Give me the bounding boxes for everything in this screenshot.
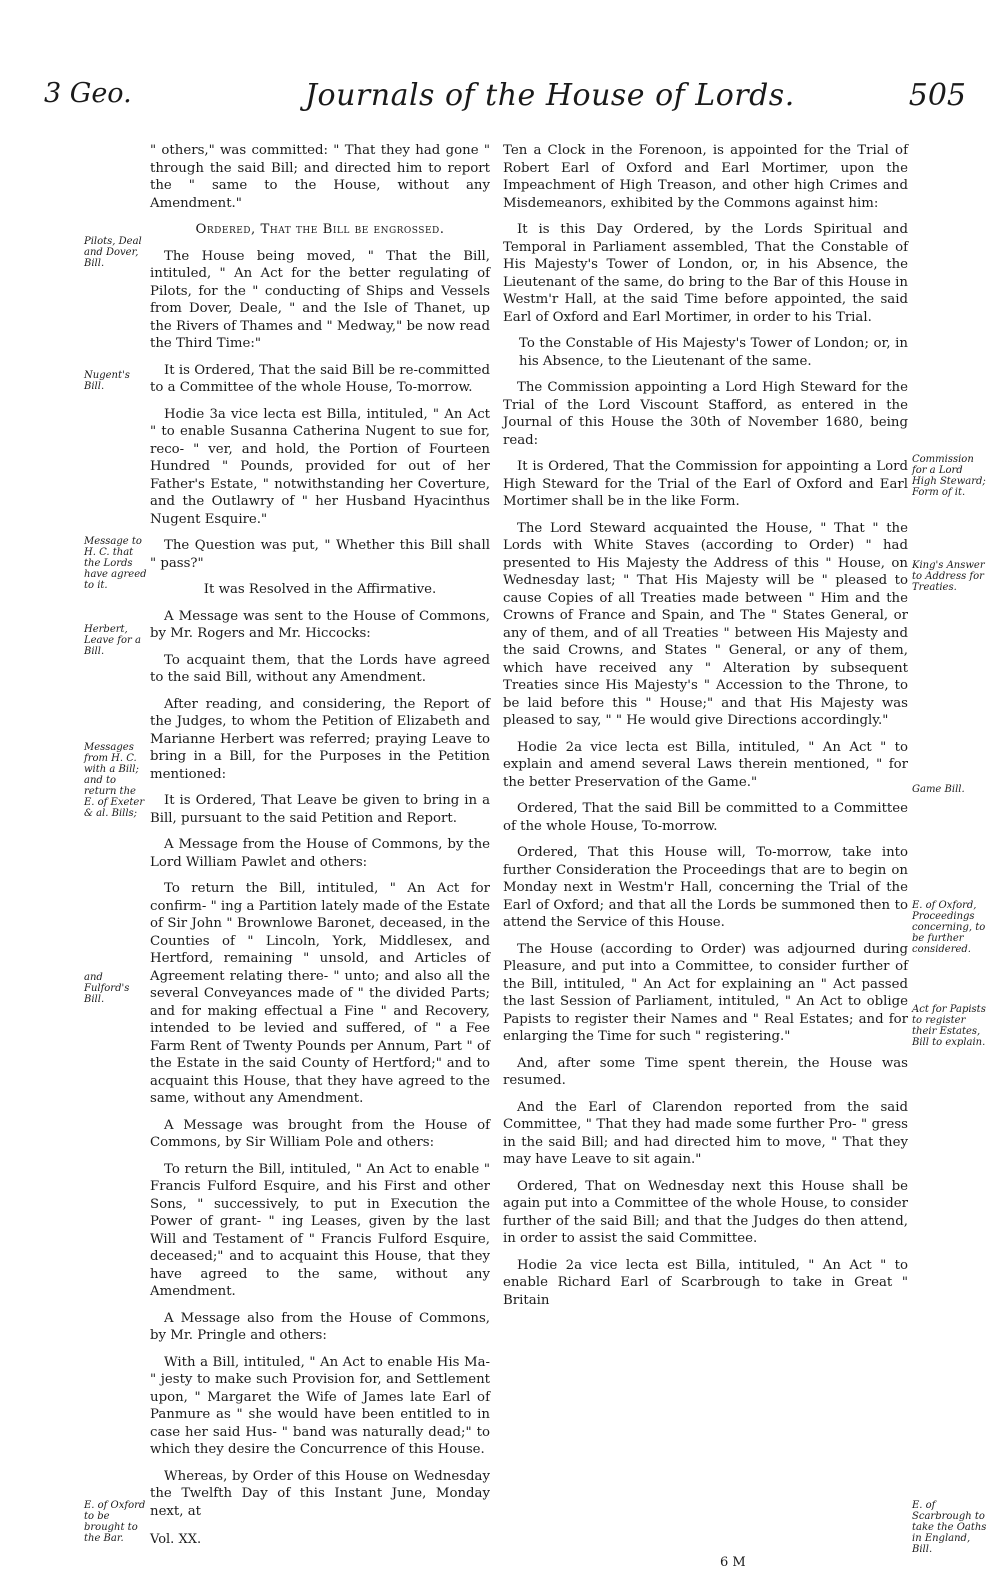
margin-note-message-commons: Message to H. C. that the Lords have agreed to it. [84,536,147,591]
margin-note-papists: Act for Papists to register their Estates, Bill to explain. [912,1004,986,1048]
paragraph: A Message was sent to the House of Commons, by Mr. Rogers and Mr. Hiccocks: [150,608,490,641]
paragraph: The Commission appointing a Lord High Steward for the Trial of the Lord Viscount Stafford, as entered in the Journal of this House the 30th of November 1680, being read: [503,380,908,448]
paragraph: It is Ordered, That the Commission for appointing a Lord High Steward for the Trial of the Earl of Oxford and Earl Mortimer shall be in the like Form. [503,459,908,509]
paragraph: The House being moved, " That the Bill, intituled, " An Act for the better regulating of Pilots, for the " conducting of Ships and Vessels from Dover, Deale, " and the Isle of Thanet, up the Rivers of Thames and " Medway," be now read the Third Time:" [150,248,490,351]
paragraph: The House (according to Order) was adjourned during Pleasure, and put into a Committee, to consider further of the Bill, intituled, " An Act for explaining an " Act passed the last Session of Parliament, intituled, " An Act to oblige Papists to register their Names and " Real Estates; and for enlarging the Time for such " registering." [503,941,908,1044]
paragraph: Ordered, That on Wednesday next this House shall be again put into a Committee of the whole House, to consider further of the said Bill; and that the Judges do then attend, in order to assist the said Committee. [503,1178,908,1246]
page-header [0,78,992,128]
paragraph: It is this Day Ordered, by the Lords Spiritual and Temporal in Parliament assembled, That the Constable of His Majesty's Tower of London, or, in his Absence, the Lieutenant of the same, do bring to the Bar of this House in Westm'r Hall, at the said Time before appointed, the said Earl of Oxford and Earl Mortimer, in order to his Trial. [503,222,908,325]
paragraph: Ordered, That the said Bill be committed to a Committee of the whole House, To-morrow. [503,801,908,834]
paragraph: It is Ordered, That Leave be given to bring in a Bill, pursuant to the said Petition and Report. [150,793,490,826]
paragraph: It was Resolved in the Affirmative. [203,582,437,597]
paragraph: To acquaint them, that the Lords have agreed to the said Bill, without any Amendment. [150,652,490,685]
margin-note-oxford-proceedings: E. of Oxford, Proceedings concerning, to be further considered. [912,900,986,955]
paragraph: The Lord Steward acquainted the House, " That " the Lords with White Staves (according to Order) " had presented to His Majesty the Address of this " House, on Wednesday last; " That His Majesty will be " pleased to cause Copies of all Treaties made between " Him and the Crowns of France and Spain, and The " States General, or any of them, and of all Treaties " between His Majesty and the said Crowns, and States " General, or any of them, which have received any " Alteration by subsequent Treaties since His Majesty's " Accession to the Throne, to be laid before this " House;" and that His Majesty was pleased to say, " " He would give Directions accordingly." [503,520,908,728]
paragraph: Whereas, by Order of this House on Wednesday the Twelfth Day of this Instant June, Monday next, at [150,1468,490,1519]
signature-mark: 6 M [720,1555,746,1570]
margin-note-game-bill: Game Bill. [912,784,965,795]
paragraph: A Message from the House of Commons, by the Lord William Pawlet and others: [150,837,490,870]
paragraph: And, after some Time spent therein, the House was resumed. [503,1055,908,1088]
margin-note-pilots: Pilots, Deal and Dover, Bill. [84,236,142,269]
paragraph: To return the Bill, intituled, " An Act for confirm- " ing a Partition lately made of the Estate of Sir John " Brownlowe Baronet, deceased, in the Counties of " Lincoln, York, Middlesex, and Hertford, remaining " unsold, and Articles of Agreement relating there- " unto; and also all the several Conveyances made of " the divided Parts; and for making effectual a Fine " and Recovery, intended to be levied and suffered, of " a Fee Farm Rent of Twenty Pounds per Annum, Part " of the Estate in the said County of Hertford;" and to acquaint this House, that they have agreed to the same, without any Amendment. [150,881,490,1106]
paragraph: Hodie 3a vice lecta est Billa, intituled, " An Act " to enable Susanna Catherina Nugent to sue for, reco- " ver, and hold, the Portion of Fourteen Hundred " Pounds, provided for out of her Father's Estate, " notwithstanding her Coverture, and the Outlawry of " her Husband Hyacinthus Nugent Esquire." [150,406,490,527]
paragraph: A Message was brought from the House of Commons, by Sir William Pole and others: [150,1117,490,1150]
running-head-regnal-year: 3 Geo. [44,78,132,109]
running-head-title: Journals of the House of Lords. [305,78,795,113]
paragraph: After reading, and considering, the Report of the Judges, to whom the Petition of Elizabeth and Marianne Herbert was referred; praying Leave to bring in a Bill, for the Purposes in the Petition mentioned: [150,696,490,782]
margin-note-oxford-bar: E. of Oxford to be brought to the Bar. [84,1500,146,1544]
margin-note-commission: Commission for a Lord High Steward; Form of it. [912,454,986,498]
margin-note-messages-hc: Messages from H. C. with a Bill; and to return the E. of Exeter & al. Bills; [84,742,145,819]
paragraph: The Question was put, " Whether this Bill shall " pass?" [150,538,490,571]
paragraph: Hodie 2a vice lecta est Billa, intituled, " An Act " to enable Richard Earl of Scarbrough to take in Great " Britain [503,1257,908,1308]
paragraph: To the Constable of His Majesty's Tower of London; or, in his Absence, to the Lieutenant of the same. [519,336,908,369]
paragraph: Ten a Clock in the Forenoon, is appointed for the Trial of Robert Earl of Oxford and Earl Mortimer, upon the Impeachment of High Treason, and other high Crimes and Misdemeanors, exhibited by the Commons against him: [503,143,908,211]
paragraph: Ordered, That this House will, To-morrow, take into further Consideration the Proceedings that are to begin on Monday next in Westm'r Hall, concerning the Trial of the Earl of Oxford; and that all the Lords be summoned then to attend the Service of this House. [503,845,908,930]
paragraph: " others," was committed: " That they had gone " through the said Bill; and directed him to report the " same to the House, without any Amendment." [150,143,490,211]
paragraph: A Message also from the House of Commons, by Mr. Pringle and others: [150,1310,490,1343]
paragraph: It is Ordered, That the said Bill be re-committed to a Committee of the whole House, To-morrow. [150,362,490,395]
left-column [150,142,490,1529]
paragraph: And the Earl of Clarendon reported from the said Committee, " That they had made some further Pro- " gress in the said Bill; and had directed him to move, " That they may have Leave to sit again." [503,1099,908,1167]
paragraph: Ordered, That the Bill be engrossed. [195,222,445,237]
margin-note-herbert: Herbert, Leave for a Bill. [84,624,141,657]
volume-number: Vol. XX. [150,1532,202,1547]
paragraph: With a Bill, intituled, " An Act to enable His Ma- " jesty to make such Provision for, and Settlement upon, " Margaret the Wife of James late Earl of Panmure as " she would have been entitled to in case her said Hus- " band was naturally dead;" to which they desire the Concurrence of this House. [150,1354,490,1457]
margin-note-scarbrough: E. of Scarbrough to take the Oaths in England, Bill. [912,1500,987,1555]
page-number: 505 [908,78,966,113]
margin-note-nugent: Nugent's Bill. [84,370,130,392]
margin-note-kings-answer: King's Answer to Address for Treaties. [912,560,985,593]
right-column [503,142,908,1318]
margin-note-fulford: and Fulford's Bill. [84,972,130,1005]
paragraph: Hodie 2a vice lecta est Billa, intituled, " An Act " to explain and amend several Laws therein mentioned, " for the better Preservation of the Game." [503,739,908,790]
paragraph: To return the Bill, intituled, " An Act to enable " Francis Fulford Esquire, and his First and other Sons, " successively, to put in Execution the Power of grant- " ing Leases, given by the last Will and Testament of " Francis Fulford Esquire, deceased;" and to acquaint this House, that they have agreed to the same, without any Amendment. [150,1161,490,1299]
